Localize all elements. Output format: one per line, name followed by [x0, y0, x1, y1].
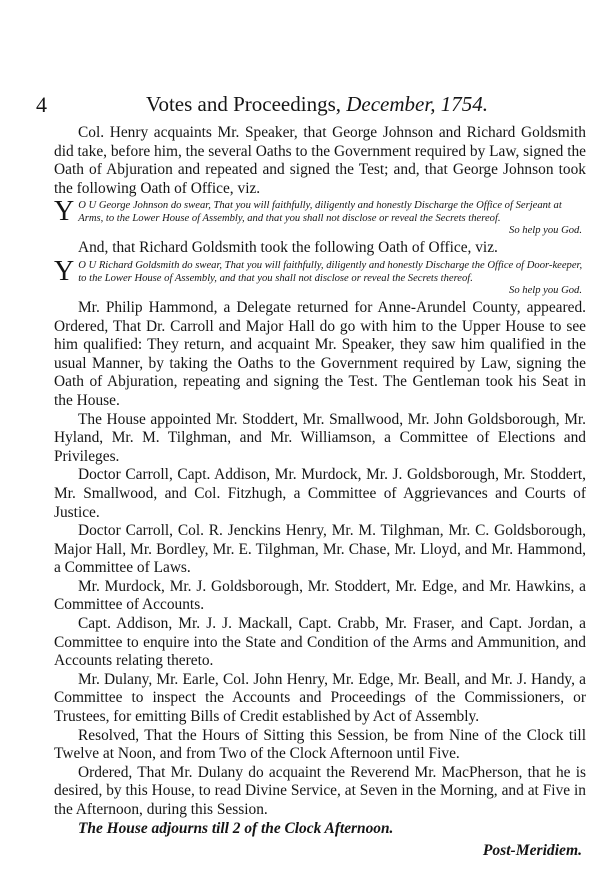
paragraph-committee-accounts: Mr. Murdock, Mr. J. Goldsborough, Mr. Stoddert, Mr. Edge, and Mr. Hawkins, a Committee of Accounts. [54, 577, 586, 614]
paragraph-ordered-divine-service: Ordered, That Mr. Dulany do acquaint the Reverend Mr. MacPherson, that he is desired, by this House, to read Divine Service, at Seven in the Morning, and at Five in the Afternoon, during this Session. [54, 763, 586, 818]
oath-door-keeper [54, 255, 586, 297]
oath-serjeant-at-arms [54, 196, 586, 237]
paragraph-committee-elections: The House appointed Mr. Stoddert, Mr. Smallwood, Mr. John Goldsborough, Mr. Hyland, Mr. M. Tilghman, and Mr. Williamson, a Committee of Elections and Privileges. [54, 410, 586, 465]
header-title [146, 92, 488, 117]
oath-dropcap: Y [54, 255, 75, 287]
header-title-main: Votes and Proceedings, [146, 92, 347, 116]
oath-closing: So help you God. [509, 284, 582, 296]
page-number: 4 [36, 92, 47, 117]
paragraph-oaths-taken: Col. Henry acquaints Mr. Speaker, that George Johnson and Richard Goldsmith did take, before him, the several Oaths to the Government required by Law, signed the Oath of Abjuration and repeated and signed the Test; and, that George Johnson took the following Oath of Office, viz. [54, 124, 586, 197]
oath-text: O U George Johnson do swear, That you will faithfully, diligently and honestly Discharge the Office of Serjeant at Arms, to the Lower House of Assembly, and that you shall not disclose or reveal the Secrets thereof. [78, 200, 562, 225]
paragraph-committee-laws: Doctor Carroll, Col. R. Jenckins Henry, Mr. M. Tilghman, Mr. C. Goldsborough, Major Hall, Mr. Bordley, Mr. E. Tilghman, Mr. Chase, Mr. Lloyd, and Mr. Hammond, a Committee of Laws. [54, 522, 586, 577]
oath-text: O U Richard Goldsmith do swear, That you will faithfully, diligently and honestly Discharge the Office of Door-keeper, to the Lower House of Assembly, and that you shall not disclose or reveal the Secrets thereof. [78, 259, 583, 284]
paragraph-resolved-hours: Resolved, That the Hours of Sitting this Session, be from Nine of the Clock till Twelve at Noon, and from Two of the Clock Afternoon until Five. [54, 726, 586, 763]
oath-dropcap: Y [54, 196, 75, 228]
paragraph-committee-aggrievances: Doctor Carroll, Capt. Addison, Mr. Murdock, Mr. J. Goldsborough, Mr. Stoddert, Mr. Smallwood, and Col. Fitzhugh, a Committee of Aggrievances and Courts of Justice. [54, 466, 586, 521]
page-body [54, 124, 586, 860]
paragraph-committee-arms: Capt. Addison, Mr. J. J. Mackall, Capt. Crabb, Mr. Fraser, and Capt. Jordan, a Committee to enquire into the State and Condition of the Arms and Ammunition, and Accounts relating thereto. [54, 615, 586, 670]
oath-closing: So help you God. [509, 225, 582, 237]
paragraph-committee-trustees: Mr. Dulany, Mr. Earle, Col. John Henry, Mr. Edge, Mr. Beall, and Mr. J. Handy, a Committee to inspect the Accounts and Proceedings of the Commissioners, or Trustees, for emitting Bills of Credit established by Act of Assembly. [54, 670, 586, 726]
post-meridiem-heading: Post-Meridiem. [482, 842, 582, 860]
paragraph-goldsmith-oath: And, that Richard Goldsmith took the following Oath of Office, viz. [78, 239, 498, 257]
running-header [30, 92, 590, 120]
paragraph-hammond: Mr. Philip Hammond, a Delegate returned for Anne-Arundel County, appeared. Ordered, That Dr. Carroll and Major Hall do go with him to the Upper House to see him qualified: They return, and acquaint Mr. Speaker, they saw him qualified in the usual Manner, by taking the Oaths to the Government required by Law, signing the Oath of Abjuration, repeating and signing the Test. The Gentleman took his Seat in the House. [54, 298, 586, 409]
paragraph-adjournment: The House adjourns till 2 of the Clock Afternoon. [78, 819, 394, 837]
header-title-date: December, 1754. [346, 92, 488, 116]
